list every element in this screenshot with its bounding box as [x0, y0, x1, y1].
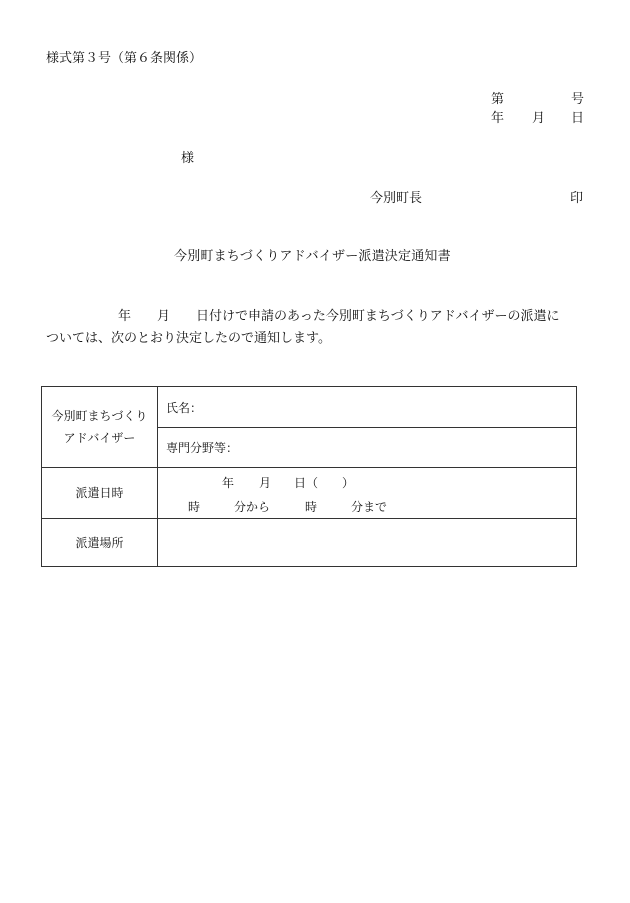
dispatch-minute-from: 分から	[234, 500, 271, 514]
dispatch-hour-from: 時	[188, 500, 201, 514]
dispatch-minute-to: 分まで	[351, 500, 388, 514]
body-month: 月	[157, 309, 171, 324]
advisor-label-cell	[42, 387, 158, 468]
advisor-label-line2: アドバイザー	[63, 431, 136, 445]
dispatch-year: 年	[222, 476, 235, 490]
document-number-suffix: 号	[571, 92, 585, 107]
table-row	[42, 468, 577, 519]
advisor-label-line1: 今別町まちづくり	[51, 409, 148, 423]
advisor-specialty-cell	[158, 428, 577, 468]
dispatch-detail-table	[41, 386, 577, 567]
form-number: 様式第３号（第６条関係）	[46, 51, 203, 66]
advisor-specialty-label: 専門分野等：	[166, 441, 239, 455]
dispatch-place-label: 派遣場所	[75, 535, 124, 550]
advisor-name-label: 氏名：	[166, 400, 203, 415]
issuer-title: 今別町長	[370, 191, 423, 206]
dispatch-month: 月	[259, 476, 272, 490]
dispatch-place-cell	[158, 519, 577, 567]
issue-date-year: 年	[491, 111, 505, 126]
issuer-seal-mark: 印	[570, 191, 584, 206]
table-row	[42, 519, 577, 567]
addressee-honorific: 様	[181, 151, 195, 166]
body-text-line2: ついては、次のとおり決定したので通知します。	[46, 331, 331, 346]
dispatch-place-label-cell	[42, 519, 158, 567]
dispatch-datetime-cell	[158, 468, 577, 519]
dispatch-hour-to: 時	[305, 500, 318, 514]
document-title: 今別町まちづくりアドバイザー派遣決定通知書	[174, 249, 451, 264]
dispatch-datetime-label: 派遣日時	[75, 486, 124, 500]
dispatch-day-weekday: 日（ ）	[294, 476, 355, 490]
issue-date-month: 月	[532, 111, 546, 126]
dispatch-datetime-label-cell	[42, 468, 158, 519]
body-year: 年	[118, 309, 132, 324]
table-row	[42, 387, 577, 428]
document-number-prefix: 第	[491, 92, 505, 107]
advisor-name-cell	[158, 387, 577, 428]
issue-date-day: 日	[571, 111, 585, 126]
body-text-line1: 日付けで申請のあった今別町まちづくりアドバイザーの派遣に	[196, 309, 560, 324]
